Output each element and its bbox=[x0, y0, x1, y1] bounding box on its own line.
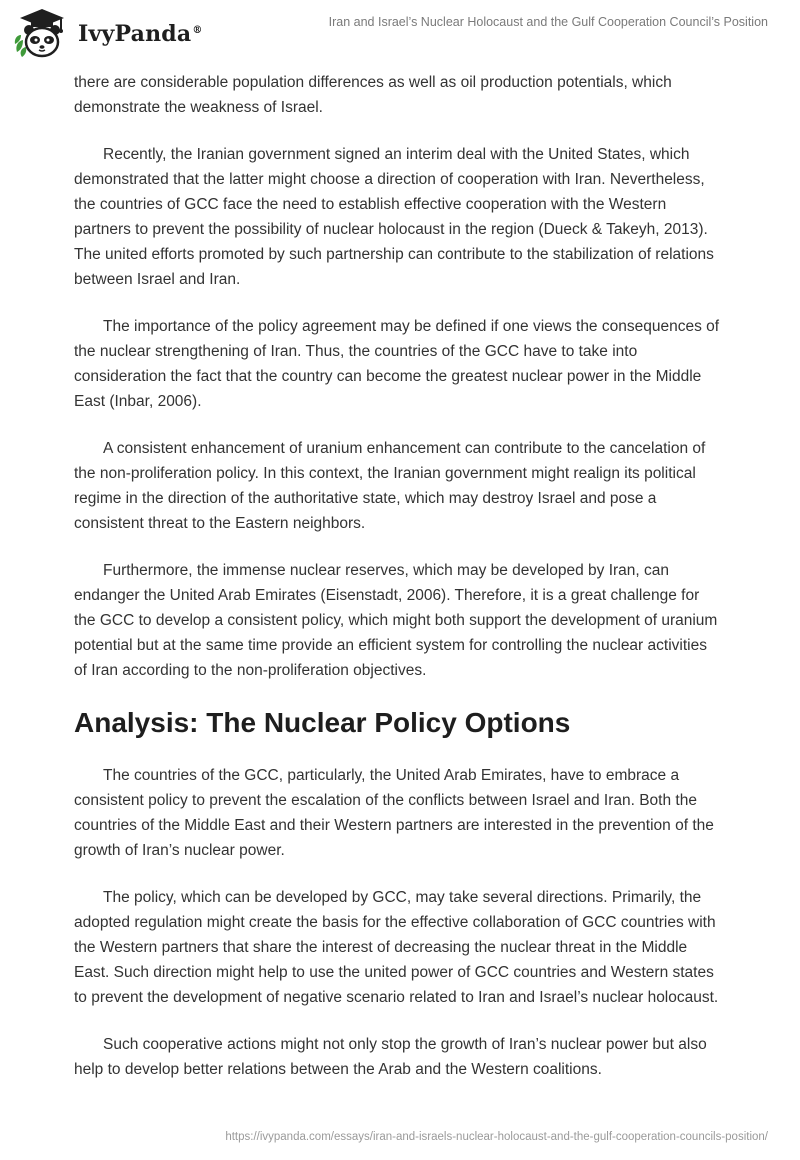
essay-content bbox=[74, 70, 724, 1104]
paragraph-gcc-policy: The countries of the GCC, particularly, the United Arab Emirates, have to embrace a consistent policy to prevent the escalation of the conflicts between Israel and Iran. Both the countries of the Middle East and their Western partners are interested in the prevention of the growth of Iran’s nuclear power. bbox=[74, 767, 714, 859]
paragraph-cooperative-actions: Such cooperative actions might not only stop the growth of Iran’s nuclear power but also help to develop better relations between the Arab and the Western coalitions. bbox=[74, 1036, 707, 1078]
registered-mark: ® bbox=[192, 24, 203, 36]
paragraph-interim-deal: Recently, the Iranian government signed an interim deal with the United States, which demonstrated that the latter might choose a direction of cooperation with Iran. Nevertheless, the countries of GCC face the need to establish effective cooperation with the Western partners to prevent the possibility of nuclear holocaust in the region (Dueck & Takeyh, 2013). The united efforts promoted by such partnership can contribute to the stabilization of relations between Israel and Iran. bbox=[74, 146, 714, 288]
ivypanda-logo[interactable] bbox=[14, 8, 203, 60]
section-heading: Analysis: The Nuclear Policy Options bbox=[74, 707, 571, 738]
paragraph-nuclear-reserves: Furthermore, the immense nuclear reserves, which may be developed by Iran, can endanger the United Arab Emirates (Eisenstadt, 2006). Therefore, it is a great challenge for the GCC to develop a consistent policy, which might both support the development of uranium potential but at the same time provide an efficient system for controlling the nuclear activities of Iran according to the non-proliferation objectives. bbox=[74, 562, 718, 679]
page-header bbox=[0, 0, 800, 70]
panda-graduate-icon bbox=[14, 8, 70, 60]
logo-wordmark: IvyPanda® bbox=[78, 21, 203, 47]
document-title: Iran and Israel’s Nuclear Holocaust and the Gulf Cooperation Council’s Position bbox=[328, 15, 768, 29]
paragraph-policy-agreement: The importance of the policy agreement may be defined if one views the consequences of the nuclear strengthening of Iran. Thus, the countries of the GCC have to take into consideration the fact that the country can become the greatest nuclear power in the Middle East (Inbar, 2006). bbox=[74, 318, 720, 410]
paragraph-policy-directions: The policy, which can be developed by GCC, may take several directions. Primarily, the adopted regulation might create the basis for the effective collaboration of GCC countries with the Western partners that share the interest of decreasing the nuclear threat in the Middle East. Such direction might help to use the united power of GCC countries and Western states to prevent the development of negative scenario related to Iran and Israel’s nuclear holocaust. bbox=[74, 889, 719, 1006]
paragraph-continuation: there are considerable population differences as well as oil production potentials, which demonstrate the weakness of Israel. bbox=[74, 74, 672, 116]
paragraph-uranium-enhancement: A consistent enhancement of uranium enhancement can contribute to the cancelation of the non-proliferation policy. In this context, the Iranian government might realign its political regime in the direction of the authoritative state, which may destroy Israel and pose a consistent threat to the Eastern neighbors. bbox=[74, 440, 706, 532]
source-url[interactable]: https://ivypanda.com/essays/iran-and-israels-nuclear-holocaust-and-the-gulf-cooperation-councils-position/ bbox=[225, 1131, 768, 1143]
